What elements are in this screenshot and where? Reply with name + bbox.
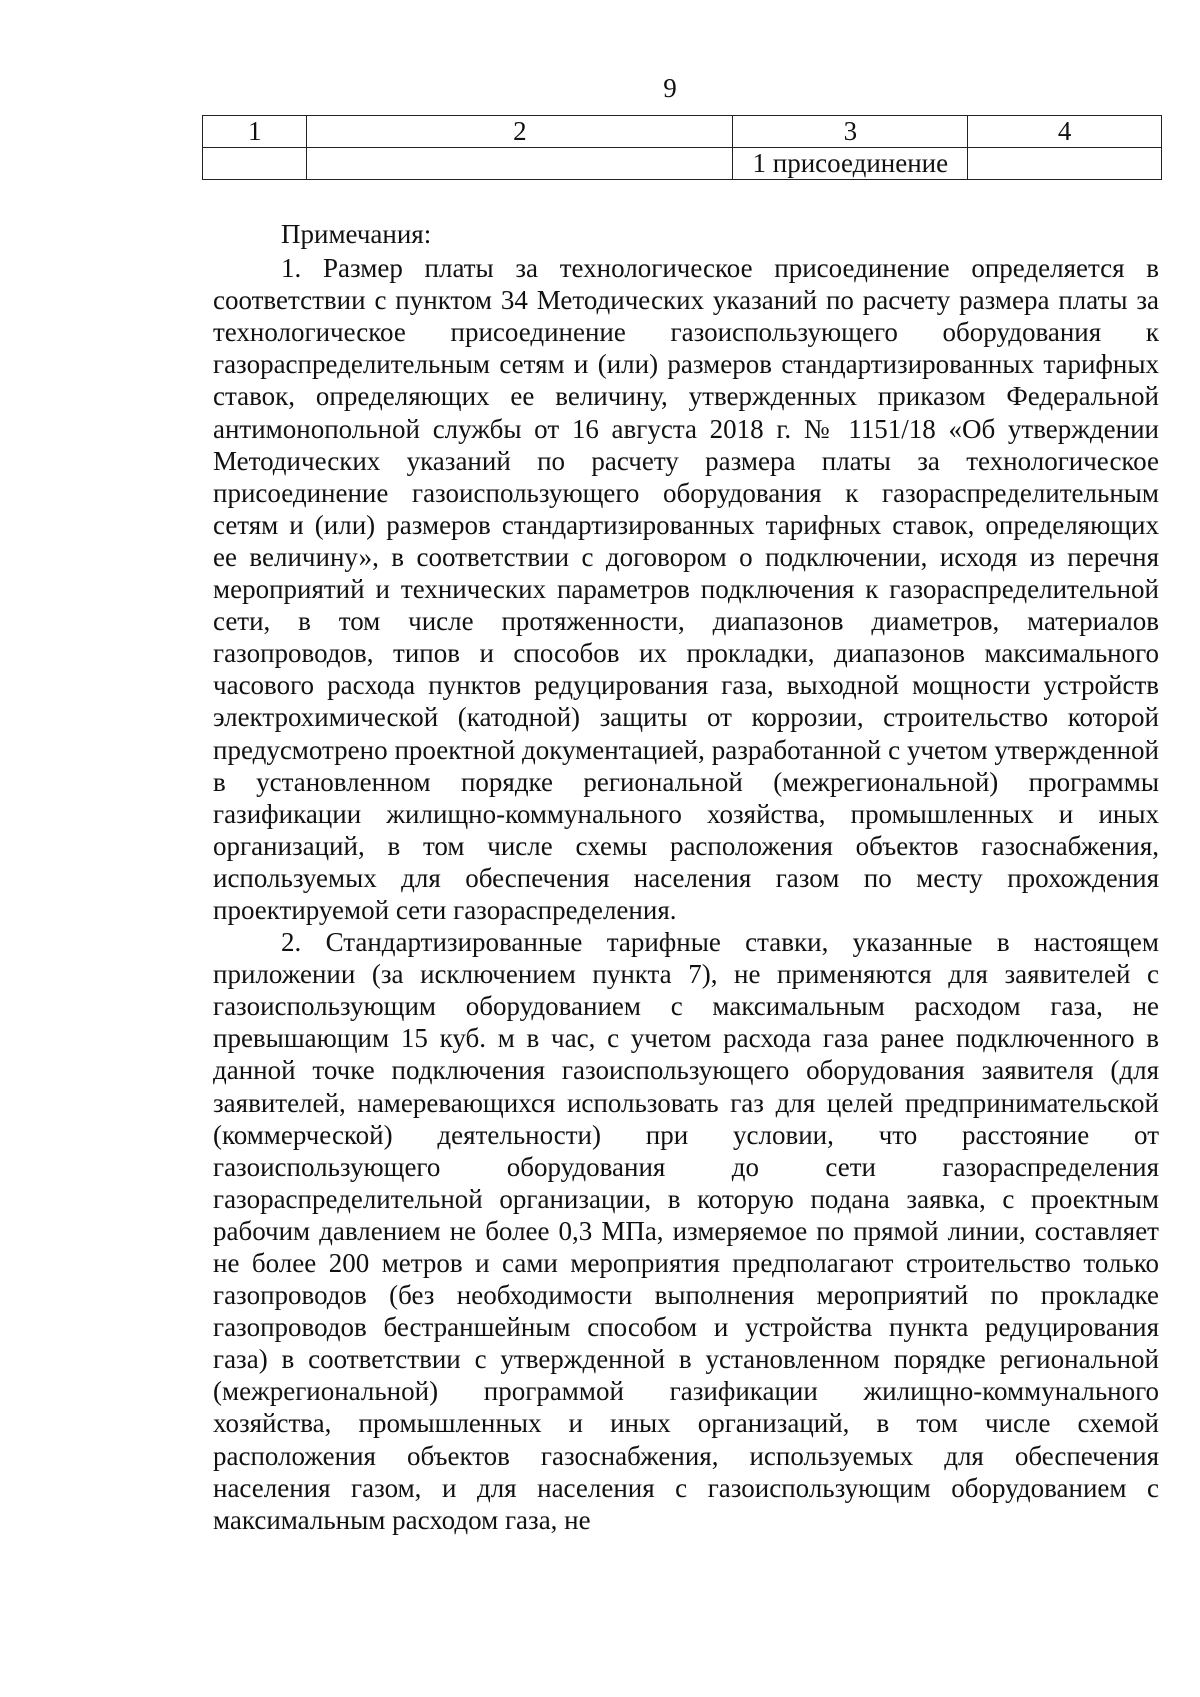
note-item-2: 2. Стандартизированные тарифные ставки, указанные в настоящем приложении (за исключением пункта 7), не применяются для заявителей с газоиспользующим оборудованием с максимальным расходом газа, не превышающим 15 куб. м в час, с учетом расхода газа ранее подключенного в данной точке подключения газоиспользующего оборудования заявителя (для заявителей, намеревающихся использовать газ для целей предпринимательской (коммерческой) деятельности) при условии, что расстояние от газоиспользующего оборудования до сети газораспределения газораспределительной организации, в которую подана заявка, с проектным рабочим давлением не более 0,3 МПа, измеряемое по прямой линии, составляет не более 200 метров и сами мероприятия предполагают строительство только газопроводов (без необходимости выполнения мероприятий по прокладке газопроводов бестраншейным способом и устройства пункта редуцирования газа) в соответствии с утвержденной в установленном порядке региональной (межрегиональной) программой газификации жилищно-коммунального хозяйства, промышленных и иных организаций, в том числе схемой расположения объектов газоснабжения, используемых для обеспечения населения газом, и для населения с газоиспользующим оборудованием с максимальным расходом газа, не — [213, 927, 1159, 1535]
table-header-cell: 4 — [968, 116, 1162, 148]
table-cell — [968, 148, 1162, 180]
notes-section — [213, 218, 1159, 1536]
note-item-1: 1. Размер платы за технологическое присоединение определяется в соответствии с пунктом 34 Методических указаний по расчету размера платы за технологическое присоединение газоиспользующего оборудования к газораспределительным сетям и (или) размеров стандартизированных тарифных ставок, определяющих ее величину, утвержденных приказом Федеральной антимонопольной службы от 16 августа 2018 г. № 1151/18 «Об утверждении Методических указаний по расчету размера платы за технологическое присоединение газоиспользующего оборудования к газораспределительным сетям и (или) размеров стандартизированных тарифных ставок, определяющих ее величину», в соответствии с договором о подключении, исходя из перечня мероприятий и технических параметров подключения к газораспределительной сети, в том числе протяженности, диапазонов диаметров, материалов газопроводов, типов и способов их прокладки, диапазонов максимального часового расхода пунктов редуцирования газа, выходной мощности устройств электрохимической (катодной) защиты от коррозии, строительство которой предусмотрено проектной документацией, разработанной с учетом утвержденной в установленном порядке региональной (межрегиональной) программы газификации жилищно-коммунального хозяйства, промышленных и иных организаций, в том числе схемы расположения объектов газоснабжения, используемых для обеспечения населения газом по месту прохождения проектируемой сети газораспределения. — [213, 253, 1159, 925]
table-cell — [203, 148, 307, 180]
table-header-cell: 2 — [307, 116, 733, 148]
table-cell — [307, 148, 733, 180]
table-cell: 1 присоединение — [733, 148, 968, 180]
table-header-cell: 3 — [733, 116, 968, 148]
table-header-row — [203, 116, 1162, 148]
table-header-cell: 1 — [203, 116, 307, 148]
notes-heading: Примечания: — [281, 219, 432, 249]
table-row — [203, 148, 1162, 180]
continuation-table — [202, 115, 1162, 180]
page-number: 9 — [663, 73, 677, 103]
